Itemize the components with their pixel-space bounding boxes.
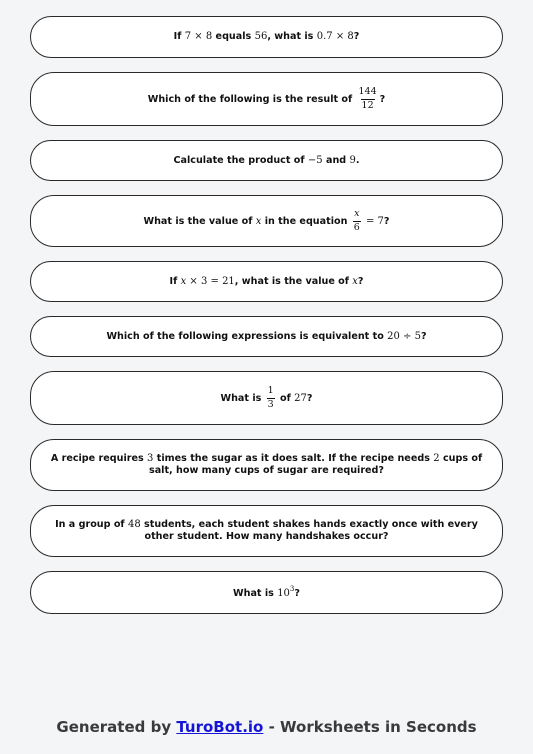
math-expression: 2 (433, 453, 440, 465)
question-text-part: ? (379, 94, 386, 105)
footer-suffix: - Worksheets in Seconds (263, 718, 477, 736)
fraction (267, 386, 275, 410)
question-text-part: What is (233, 588, 278, 599)
footer-prefix: Generated by (56, 718, 177, 736)
question-card (30, 571, 503, 614)
question-text (173, 155, 359, 167)
math-expression: 7 × 8 (184, 31, 213, 42)
question-card (30, 195, 503, 247)
question-text (106, 331, 426, 343)
fraction-numerator: 1 (267, 385, 274, 397)
math-expression: −5 (307, 154, 323, 166)
question-text-part: Which of the following is the result of (147, 94, 356, 105)
question-text-part: . (355, 154, 360, 166)
math-variable: x (255, 216, 262, 227)
fraction-denominator: 12 (361, 99, 374, 111)
math-expression: 3 (147, 453, 154, 465)
question-text (43, 519, 490, 543)
question-text-part: of (276, 393, 295, 404)
fraction-denominator: 3 (267, 398, 274, 410)
question-card (30, 16, 503, 58)
question-card (30, 316, 503, 357)
question-text-part: , what is (267, 31, 317, 42)
question-text-part: In a group of (55, 519, 128, 531)
question-text-part: and (322, 154, 350, 166)
math-expression: 56 (254, 31, 268, 42)
question-text-part: What is (220, 393, 265, 404)
question-text-part: ? (294, 588, 300, 599)
fraction (358, 87, 378, 111)
question-text-part: If (169, 275, 181, 287)
fraction-numerator: x (354, 208, 360, 220)
question-text-part: Calculate the product of (173, 154, 308, 166)
question-text (233, 585, 300, 600)
math-expression: 27 (294, 393, 307, 404)
math-expression: × 3 = 21 (186, 275, 235, 287)
math-exponent: 3 (289, 585, 295, 593)
math-expression: 0.7 × 8 (316, 31, 354, 42)
question-text-part: ? (383, 216, 390, 227)
fraction-denominator: 6 (353, 221, 360, 233)
question-text (43, 453, 490, 477)
question-text-part: ? (353, 31, 360, 42)
question-card (30, 72, 503, 126)
fraction-numerator: 144 (358, 86, 377, 98)
question-card (30, 261, 503, 302)
question-card (30, 505, 503, 557)
question-text-part: , what is the value of (234, 275, 353, 287)
question-list (30, 16, 503, 628)
question-card (30, 371, 503, 425)
math-expression: 10 (277, 588, 290, 599)
question-text (221, 386, 313, 410)
question-text (170, 276, 364, 288)
question-text-part: students, each student shakes hands exactly once with every other student. How many handshakes occur? (140, 519, 478, 543)
math-variable: x (180, 275, 187, 287)
turobot-link[interactable]: TuroBot.io (176, 718, 264, 736)
question-text-part: ? (306, 393, 313, 404)
question-text-part: ? (357, 275, 364, 287)
question-text-part: Which of the following expressions is equivalent to (106, 330, 388, 342)
question-text (174, 31, 360, 43)
math-expression: 48 (127, 519, 141, 531)
math-expression: = 7 (362, 216, 384, 227)
question-text-part: cups of salt, how many cups of sugar are required? (148, 453, 483, 477)
question-text-part: in the equation (261, 216, 351, 227)
footer-credit (0, 718, 533, 736)
fraction (353, 209, 361, 233)
math-variable: x (352, 275, 358, 287)
math-expression: 9 (349, 154, 356, 166)
question-text-part: A recipe requires (50, 453, 148, 465)
question-text (144, 209, 390, 233)
question-text (148, 87, 385, 111)
question-text-part: times the sugar as it does salt. If the recipe needs (153, 453, 434, 465)
question-card (30, 439, 503, 491)
question-text-part: equals (212, 31, 255, 42)
question-text-part: What is the value of (143, 216, 256, 227)
question-card (30, 140, 503, 181)
question-text-part: If (173, 31, 185, 42)
question-text-part: ? (420, 330, 427, 342)
math-expression: 20 ÷ 5 (387, 330, 421, 342)
